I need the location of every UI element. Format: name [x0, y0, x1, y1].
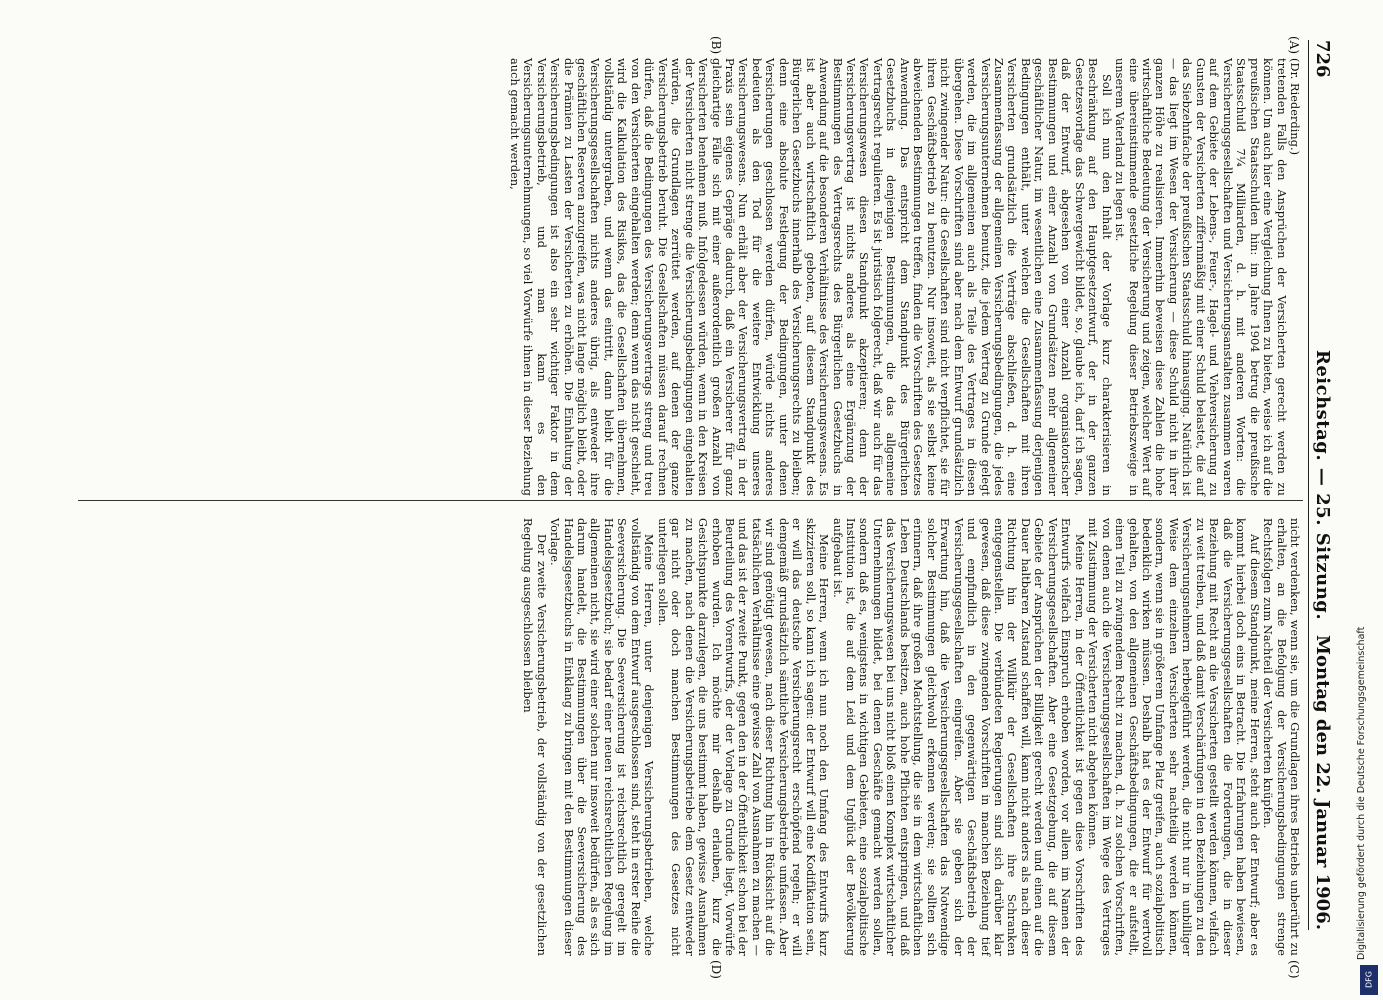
- page-header: [1308, 40, 1335, 930]
- paragraph: Der zweite Versicherungsbetrieb, der vollständig von der gesetzlichen Regelung ausgeschlossen bleiben: [521, 518, 548, 956]
- paragraph: Meine Herren, wenn ich nun noch den Umfang des Entwurfs kurz skizzieren soll, so kann ich sagen: der Entwurf will eine Kodifikation sein, er will das deutsche Versicherungsrecht erschöpfend regeln; er will demgemäß grundsätzlich sämtliche Versicherungsbetriebe umfassen. Aber wir sind genötigt gewesen, nach dieser Richtung hin in Rücksicht auf die tatsächlichen Verhältnisse eine gewisse Zahl von Ausnahmen zu machen — und das ist der zweite Punkt, gegen den in der Öffentlichkeit schon bei der Beurteilung des Vorentwurfs, der der Vorlage zu Grunde liegt, Vorwürfe erhoben wurden. Ich möchte mir deshalb erlauben, kurz die Gesichtspunkte darzulegen, die uns bestimmt haben, gewisse Ausnahmen zu machen, nach denen die Versicherungsbetriebe dem Gesetz entweder gar nicht oder doch manchen Bestimmungen des Gesetzes nicht unterliegen sollen.: [655, 518, 831, 956]
- right-text-column: [521, 518, 1301, 956]
- paragraph: Meine Herren, unter denjenigen Versicherungsbetrieben, welche vollständig von dem Entwurf ausgeschlossen sind, steht in erster Reihe die Seeversicherung. Die Seeversicherung ist reichsrechtlich geregelt im Handelsgesetzbuch; sie bedarf einer neuen reichsrechtlichen Regelung im allgemeinen nicht, sie wird einer solchen nur insoweit bedürfen, als es sich darum handelt, die Bestimmungen über die Seeversicherung des Handelsgesetzbuchs in Einklang zu bringen mit den Bestimmungen dieser Vorlage.: [548, 518, 656, 956]
- paragraph: Auf diesem Standpunkt, meine Herren, steht auch der Entwurf; aber es kommt hierbei doch eins in Betracht. Die Erfahrungen haben bewiesen, daß die Versicherungsgesellschaften die Forderungen, die in dieser Beziehung mit Recht an die Versicherten gestellt werden können, vielfach zu weit treiben, und daß damit Verschärfungen in den Beziehungen zu den Versicherungsnehmern herbeigeführt werden, die nicht nur in unbilliger Weise dem einzelnen Versicherten sehr nachteilig werden können, sondern, wenn sie in größerem Umfange Platz greifen, auch sozialpolitisch bedenklich wirken müssen. Deshalb hat es der Entwurf für wertvoll gehalten, von den allgemeinen Geschäftsbedingungen, die er aufstellt, einen Teil zu zwingendem Recht zu machen, d. h. zu solchen Vorschriften, von denen auch die Versicherungsgesellschaften im Wege des Vertrages mit Zustimmung der Versicherten nicht abgehen können.: [1086, 518, 1261, 956]
- session-title: Reichstag. — 25. Sitzung.: [1312, 349, 1333, 621]
- column-divider: [78, 500, 1303, 501]
- paragraph: Meine Herren, in der Öffentlichkeit ist gegen diese Vorschriften des Entwurfs vielfach Einspruch erhoben worden, vor allem im Namen der Versicherungsgesellschaften. Aber eine Gesetzgebung, die auf diesem Gebiete der Ansprüchen der Billigkeit gerecht werden und einen auf die Dauer haltbaren Zustand schaffen will, kann nicht anders als nach dieser Richtung hin der Willkür der Gesellschaften ihre Schranken entgegenstellen. Die verbündeten Regierungen sind sich darüber klar gewesen, daß diese zwingenden Vorschriften in manchen Beziehung tief und empfindlich in den gegenwärtigen Geschäftsbetrieb der Versicherungsgesellschaften eingreifen. Aber sie geben sich der Erwartung hin, daß die Versicherungsgesellschaften das Notwendige solcher Bestimmungen gleichwohl erkennen werden; sie sollten sich erinnern, daß ihre großen Machtstellung, die sie in dem wirtschaftlichen Leben Deutschlands besitzen, auch hohe Pflichten entspringen, und daß das Versicherungswesen bei uns nicht bloß einen Komplex wirtschaftlicher Unternehmungen bildet, bei denen Geschäfte gemacht werden sollen, sondern daß es, wenigstens in wichtigen Gebieten, eine sozialpolitische Institution ist, die auf dem Leid und dem Unglück der Bevölkerung aufgebaut ist.: [830, 518, 1086, 956]
- paragraph: nicht verdenken, wenn sie, um die Grundlagen ihres Betriebs unberührt zu erhalten, an die Befolgung der Versicherungsbedingungen strenge Rechtsfolgen zum Nachteil der Versicherten knüpfen.: [1261, 518, 1301, 956]
- speaker-label: (Dr. Riederding.): [1288, 58, 1301, 156]
- page-number: 726: [1312, 40, 1333, 78]
- digitization-credit: Digitalisierung gefördert durch die Deutsche Forschungsgemeinschaft: [1356, 626, 1367, 960]
- dfg-logo: DFG: [1360, 965, 1378, 995]
- paragraph: Soll ich nun den Inhalt der Vorlage kurz charakterisieren in Beschränkung auf den Hauptgesetzentwurf, der in der ganzen Gesetzesvorlage das Schwergewicht bildet, so, glaube ich, darf ich sagen, daß der Entwurf, abgesehen von einer Anzahl organisatorischer Bestimmungen und einer Anzahl von Grundsätzen mehr allgemeiner geschäftlicher Natur, im wesentlichen eine Zusammenfassung derjenigen Bedingungen enthält, unter welchen die Gesellschaften mit ihren Versicherten grundsätzlich die Verträge abschließen, d. h. eine Zusammenfassung der allgemeinen Versicherungsbedingungen, die jedes Versicherungsunternehmen benutzt, die jedem Vertrag zu Grunde gelegt werden, die im allgemeinen auch als Teile des Vertrages in diesen übergehen. Diese Vorschriften sind aber nach dem Entwurf grundsätzlich nicht zwingender Natur: die Gesellschaften sind nicht verpflichtet, sie für ihren Geschäftsbetrieb zu benutzen. Nur insoweit, als sie selbst keine abweichenden Bestimmungen treffen, finden die Vorschriften des Gesetzes Anwendung. Das entspricht dem Standpunkt des Bürgerlichen Gesetzbuchs in denjenigen Bestimmungen, die das allgemeine Vertragsrecht regulieren. Es ist juristisch folgerecht, daß wir auch für das Versicherungswesen diesen Standpunkt akzeptieren; denn der Versicherungsvertrag ist nichts anderes als eine Ergänzung der Bestimmungen des Vertragsrechts des Bürgerlichen Gesetzbuchs in Anwendung auf die besonderen Verhältnisse des Versicherungswesens. Es ist aber auch wirtschaftlich geboten, auf diesem Standpunkt des Bürgerlichen Gesetzbuchs innerhalb des Versicherungsrechts zu bleiben; denn eine absolute Festlegung der Bedingungen, unter denen Versicherungen geschlossen werden dürfen, würde nichts anderes bedeuten als den Tod für die weitere Entwicklung unseres Versicherungswesens. Nun erhält aber der Versicherungsvertrag in der Praxis sein eigenes Gepräge dadurch, daß ein Versicherer für ganz gleichartige Fälle sich mit einer außerordentlich großen Anzahl von Versicherten benehmen muß. Infolgedessen würden, wenn in den Kreisen der Versicherten nicht strenge die Versicherungsbedingungen eingehalten würden, die Grundlagen zerrüttet werden, auf denen der ganze Versicherungsbetrieb beruht. Die Gesellschaften müssen darauf rechnen dürfen, daß die Bedingungen des Versicherungsvertrags streng und treu von den Versicherten eingehalten werden; denn wenn das nicht geschieht, wird die Kalkulation des Risikos, das die Gesellschaften übernehmen, vollständig untergraben, und wenn das eintritt, dann bleibt für die Versicherungsgesellschaften nichts anderes übrig, als entweder ihre geschäftlichen Reserven anzugreifen, was nicht lange möglich bleibt, oder die Prämien zu Lasten der Versicherten zu erhöhen. Die Einhaltung der Versicherungsbedingungen ist also ein sehr wichtiger Faktor in dem Versicherungsbetrieb, und man kann es den Versicherungsunternehmungen, so viel Vorwürfe ihnen in dieser Beziehung auch gemacht werden,: [507, 58, 1113, 496]
- paragraph: tretenden Falls den Ansprüchen der Versicherten gerecht werden zu können. Um auch hier eine Vergleichung Ihnen zu bieten, weise ich auf die preußischen Staatsschulden hin: im Jahre 1904 betrug die preußische Staatsschuld 7¼ Milliarden, d. h. mit anderen Worten: die Versicherungsgesellschaften und Versicherungsanstalten zusammen waren auf dem Gebiete der Lebens-, Feuer-, Hagel- und Viehversicherung zu Gunsten der Versicherten ziffernmäßig mit einer Schuld belastet, die auf das Siebzehnfache der preußischen Staatsschuld hinausging. Natürlich ist — das liegt im Wesen der Versicherung — diese Schuld nicht in ihrer ganzen Höhe zu realisieren. Immerhin beweisen diese Zahlen die hohe wirtschaftliche Bedeutung der Versicherung und zeigen, welcher Wert auf eine übereinstimmende gesetzliche Regelung dieser Betriebszweige in unserem Vaterland zu legen ist.: [1113, 58, 1288, 496]
- margin-marker-d: (D): [709, 960, 723, 979]
- left-text-column: [507, 58, 1301, 496]
- session-date: Montag den 22. Januar 1906.: [1312, 635, 1333, 930]
- margin-marker-b: (B): [709, 36, 723, 55]
- margin-marker-c: (C): [1287, 960, 1301, 979]
- margin-marker-a: (A): [1287, 36, 1301, 55]
